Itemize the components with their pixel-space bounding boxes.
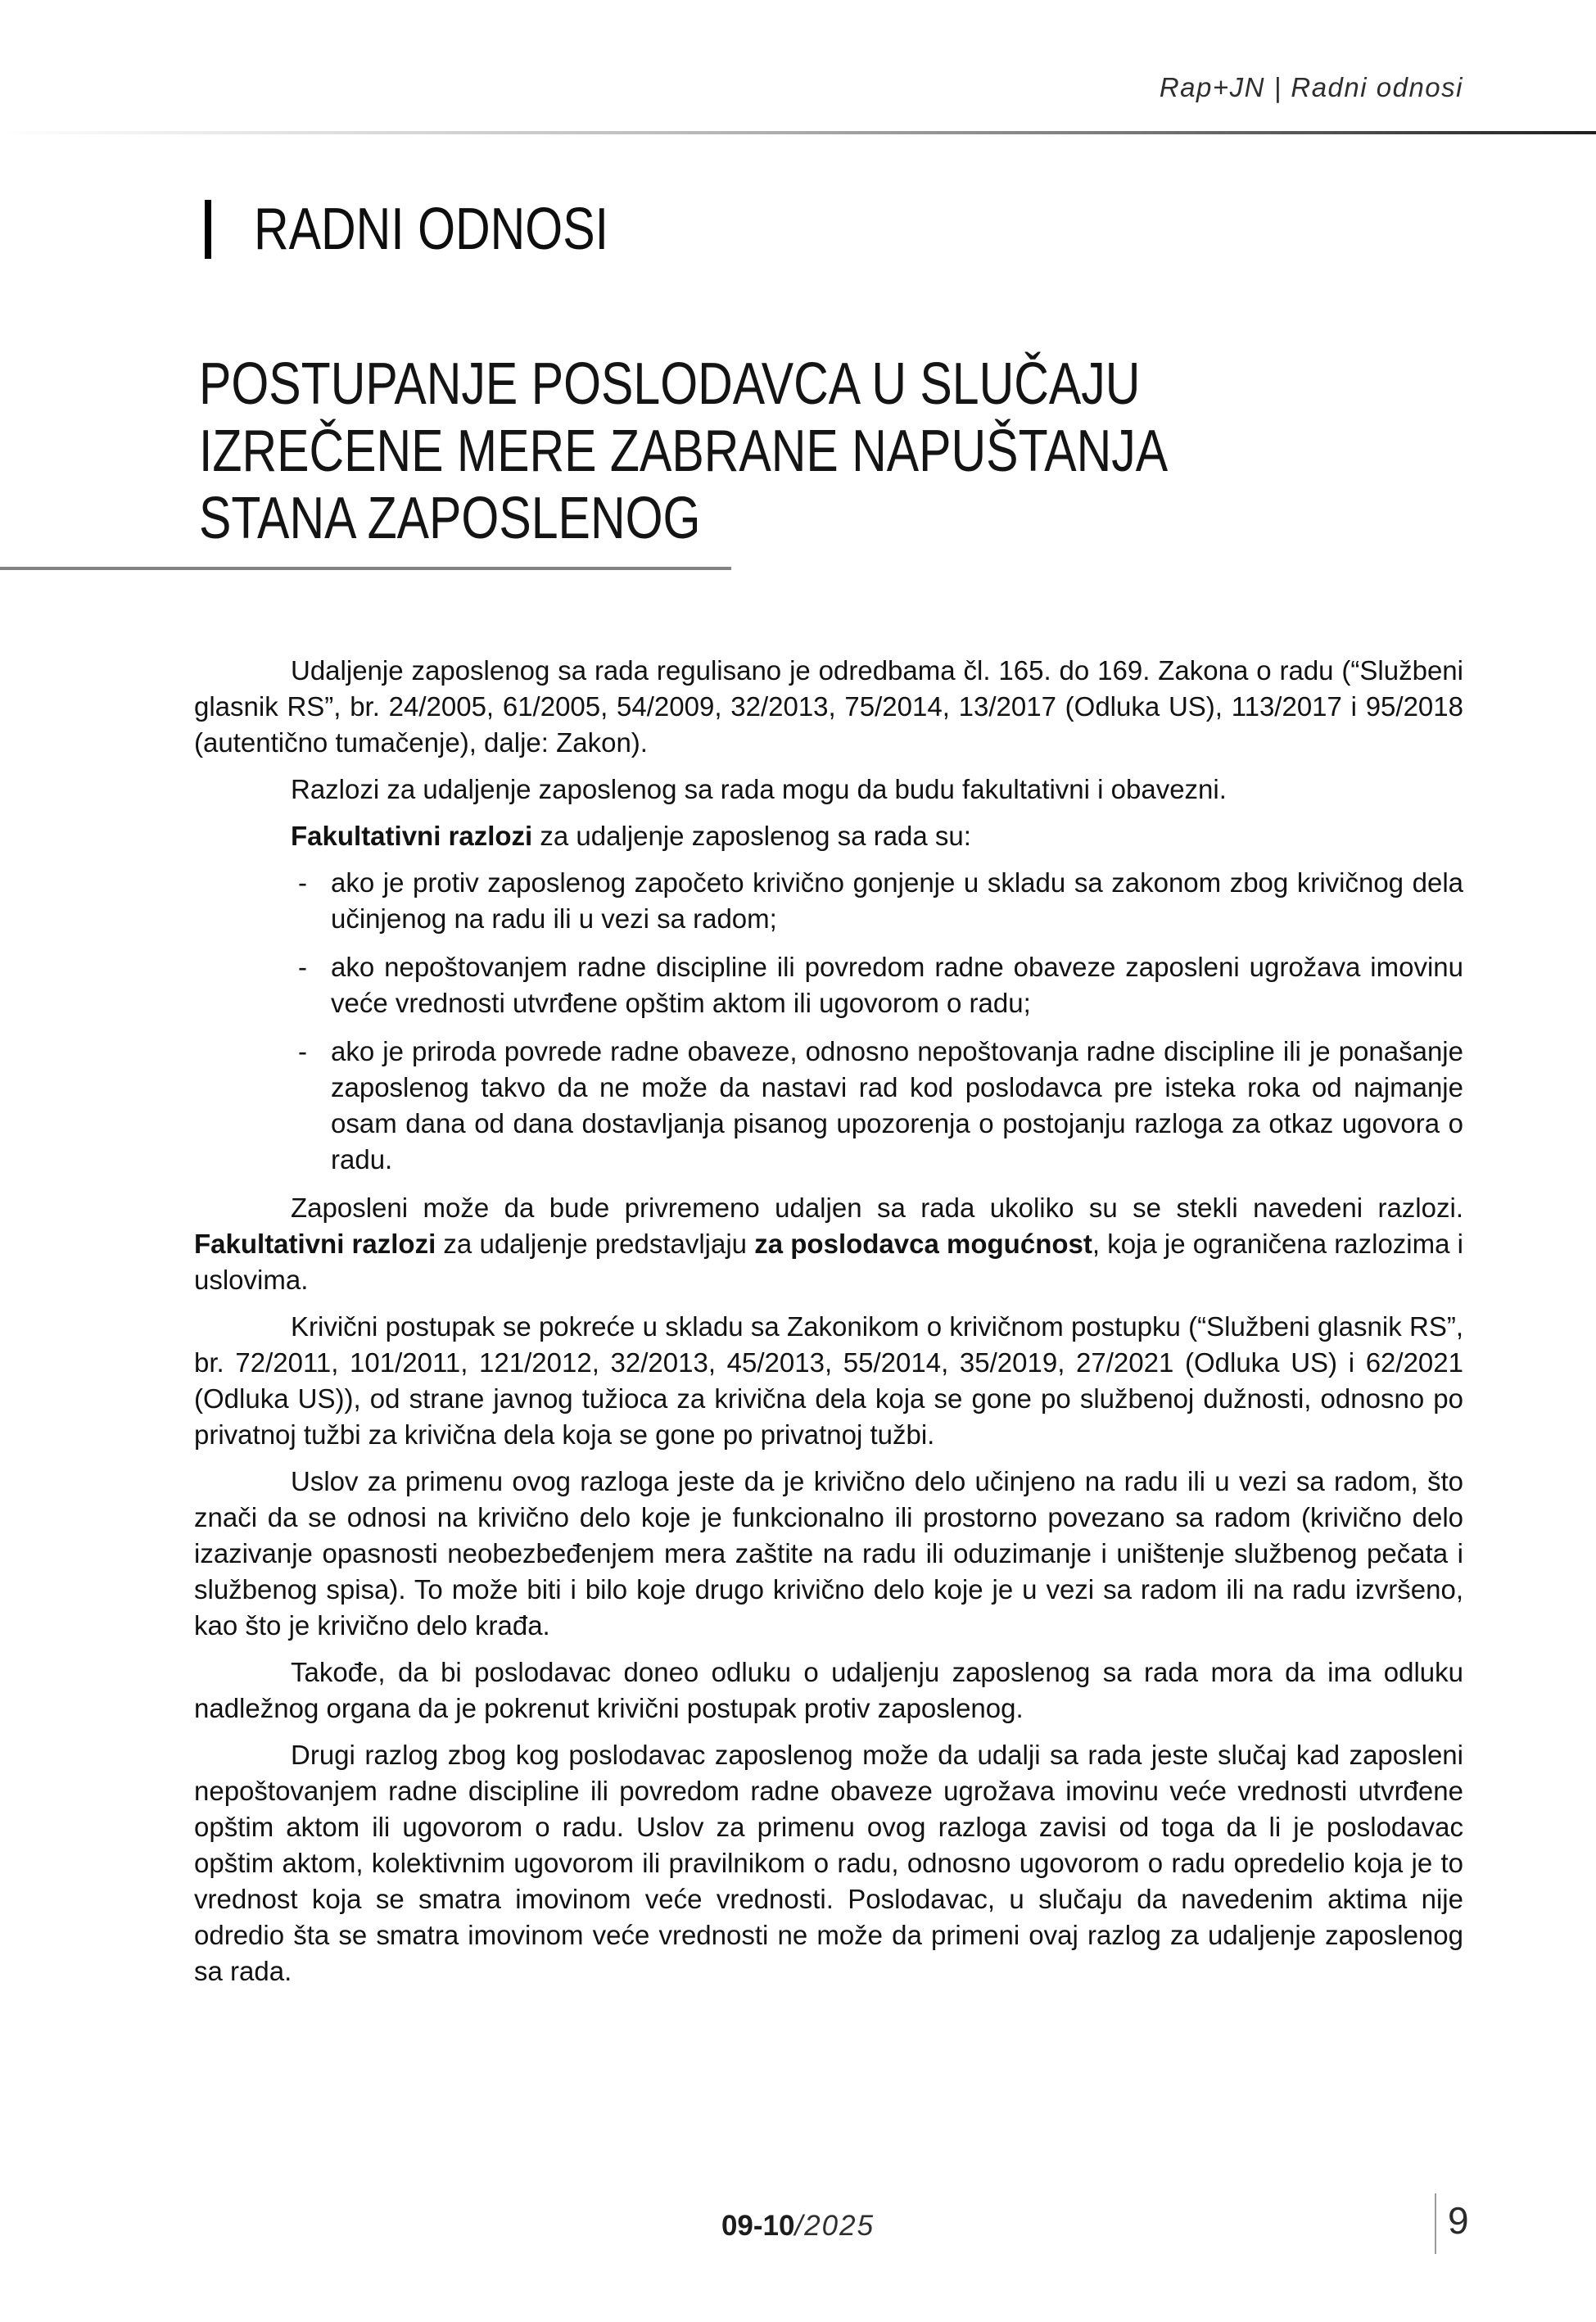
bold-text-run: Fakultativni razlozi xyxy=(194,1229,436,1259)
article-title-line-1: POSTUPANJE POSLODAVCA U SLUČAJU xyxy=(199,351,1141,417)
paragraph xyxy=(194,1737,1463,1989)
section-title-bar xyxy=(205,200,211,259)
running-header: Rap+JN | Radni odnosi xyxy=(1159,72,1463,102)
bullet-dash-marker: - xyxy=(298,952,307,982)
bullet-item xyxy=(194,1034,1463,1178)
article-title-line-3: STANA ZAPOSLENOG xyxy=(199,486,701,551)
text-run: Drugi razlog zbog kog poslodavac zaposlenog može da udalji sa rada jeste slučaj kad zaposleni nepoštovanjem radne discipline ili povredom radne obaveze ugrožava imovinu veće vrednosti utvrđene opštim aktom ili ugovorom o radu. Uslov za primenu ovog razloga zavisi od toga da li je poslodavac opštim aktom, kolektivnim ugovorom ili pravilnikom o radu, odnosno ugovorom o radu opredelio koja je to vrednost koja se smatra imovinom veće vrednosti. Poslodavac, u slučaju da navedenim aktima nije odredio šta se smatra imovinom veće vrednosti ne može da primeni ovaj razlog za udaljenje zaposlenog sa rada. xyxy=(194,1740,1463,1986)
text-run: Zaposleni može da bude privremeno udaljen sa rada ukoliko su se stekli navedeni razlozi. xyxy=(291,1193,1463,1223)
paragraph xyxy=(194,772,1463,808)
footer-issue xyxy=(0,2210,1596,2243)
paragraph xyxy=(194,1190,1463,1298)
paragraph xyxy=(194,1464,1463,1644)
bullet-dash-marker: - xyxy=(298,1036,307,1066)
section-title: RADNI ODNOSI xyxy=(254,197,608,262)
text-run: za udaljenje zaposlenog sa rada su: xyxy=(532,821,971,851)
title-rule-divider xyxy=(0,567,731,570)
section-title-row xyxy=(205,197,686,262)
text-run: , koja je ograničena razlozima i uslovima. xyxy=(194,1229,1463,1295)
paragraph xyxy=(194,818,1463,854)
article-title xyxy=(199,351,1381,552)
footer-issue-number: 09-10 xyxy=(721,2210,795,2242)
text-run: Takođe, da bi poslodavac doneo odluku o udaljenju zaposlenog sa rada mora da ima odluku nadležnog organa da je pokrenut krivični postupak protiv zaposlenog. xyxy=(194,1657,1463,1723)
text-run: Uslov za primenu ovog razloga jeste da je krivično delo učinjeno na radu ili u vezi sa radom, što znači da se odnosi na krivično delo koje je funkcionalno ili prostorno povezano sa radom (krivično delo izazivanje opasnosti neobezbeđenjem mera zaštite na radu ili oduzimanje i uništenje službenog pečata i službenog spisa). To može biti i bilo koje drugo krivično delo koje je u vezi sa radom ili na radu izvršeno, kao što je krivično delo krađa. xyxy=(194,1466,1463,1641)
page-number: 9 xyxy=(1448,2199,1469,2242)
article-title-line-2: IZREČENE MERE ZABRANE NAPUŠTANJA xyxy=(199,419,1169,484)
text-run: ako nepoštovanjem radne discipline ili povredom radne obaveze zaposleni ugrožava imovinu veće vrednosti utvrđene opštim aktom ili ugovorom o radu; xyxy=(331,952,1463,1018)
bullet-item xyxy=(194,865,1463,937)
text-run: Razlozi za udaljenje zaposlenog sa rada mogu da budu fakultativni i obavezni. xyxy=(291,774,1227,804)
footer-issue-year: /2025 xyxy=(794,2210,875,2242)
text-run: Udaljenje zaposlenog sa rada regulisano je odredbama čl. 165. do 169. Zakona o radu (“Službeni glasnik RS”, br. 24/2005, 61/2005, 54/2009, 32/2013, 75/2014, 13/2017 (Odluka US), 113/2017 i 95/2018 (autentično tumačenje), dalje: Zakon). xyxy=(194,655,1463,758)
text-run: ako je protiv zaposlenog započeto krivično gonjenje u skladu sa zakonom zbog krivičnog dela učinjenog na radu ili u vezi sa radom; xyxy=(331,867,1463,934)
paragraph xyxy=(194,1654,1463,1727)
bullet-dash-marker: - xyxy=(298,867,307,898)
text-run: za udaljenje predstavljaju xyxy=(436,1229,755,1259)
header-rule-divider xyxy=(0,131,1596,134)
text-run: Krivični postupak se pokreće u skladu sa Zakonikom o krivičnom postupku (“Službeni glasnik RS”, br. 72/2011, 101/2011, 121/2012, 32/2013, 45/2013, 55/2014, 35/2019, 27/2021 (Odluka US) i 62/2021 (Odluka US)), od strane javnog tužioca za krivična dela koja se gone po službenoj dužnosti, odnosno po privatnoj tužbi za krivična dela koja se gone po privatnoj tužbi. xyxy=(194,1311,1463,1450)
bold-text-run: Fakultativni razlozi xyxy=(291,821,533,851)
paragraph xyxy=(194,653,1463,761)
bullet-item xyxy=(194,949,1463,1021)
bold-text-run: za poslodavca mogućnost xyxy=(754,1229,1092,1259)
article-body xyxy=(194,653,1463,2000)
text-run: ako je priroda povrede radne obaveze, odnosno nepoštovanja radne discipline ili je ponašanje zaposlenog takvo da ne može da nastavi rad kod poslodavca pre isteka roka od najmanje osam dana od dana dostavljanja pisanog upozorenja o postojanju razloga za otkaz ugovora o radu. xyxy=(331,1036,1463,1175)
page-number-divider xyxy=(1435,2193,1436,2254)
paragraph xyxy=(194,1309,1463,1453)
